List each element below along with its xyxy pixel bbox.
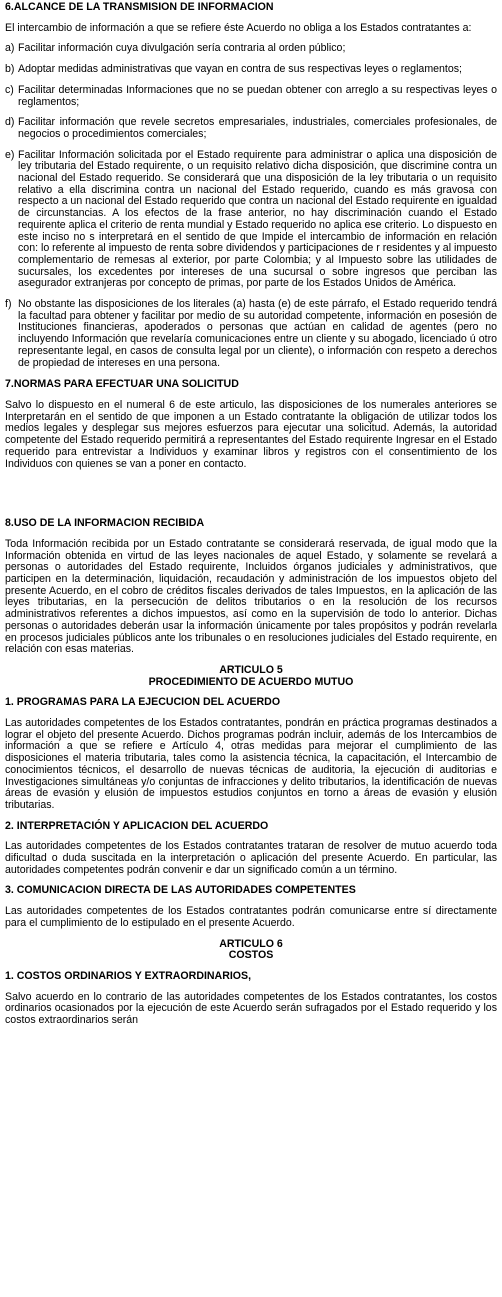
article-5-section-3-body: Las autoridades competentes de los Estados contratantes podrán comunicarse entre sí directamente para el cumplimiento de lo estipulado en el presente Acuerdo. <box>5 905 497 929</box>
list-item-label: f) <box>5 298 12 311</box>
list-item-text: Facilitar Información solicitada por el Estado requirente para administrar o aplica una disposición de ley tributaria del Estado requirente, o un requisito relativo dicha disposición, que discrimine contra un nacional del Estado requerido. Se considerará que una disposición de la ley tributaria o un requisito relativo a ella discrimina contra un nacional del Estado requerido, cuando es más gravosa con respecto a un nacional del Estado requerido que contra un nacional del Estado requirente en igualdad de circunstancias. A los efectos de la frase anterior, no hay discriminación cuando el Estado requirente aplica el criterio de renta mundial y Estado requerido no aplica ese criterio. Lo dispuesto en este inciso no s interpretará en el sentido de que Impide el intercambio de información en relación con: lo referente al impuesto de renta sobre dividendos y participaciones de r residentes y al impuesto complementario de remesas al exterior, por parte Colombia; y al Impuesto sobre las utilidades de sucursales, los excedentes por intereses de una sucursal o sobre ingresos que perciban las asegurador extranjeras por concepto de primas, por parte de los Estados Unidos de América. <box>18 148 497 290</box>
section-7-heading: 7.NORMAS PARA EFECTUAR UNA SOLICITUD <box>5 378 239 391</box>
list-item-label: a) <box>5 42 15 55</box>
list-item-text: Adoptar medidas administrativas que vayan en contra de sus respectivas leyes o reglamentos; <box>18 63 462 76</box>
article-5-section-2-heading: 2. INTERPRETACIÓN Y APLICACION DEL ACUERDO <box>5 819 269 832</box>
article-5-section-1-body: Las autoridades competentes de los Estados contratantes, pondrán en práctica programas destinados a lograr el objeto del presente Acuerdo. Dichos programas podrán incluir, además de los Intercambios de información a que se refiere e Artículo 4, otras medidas para mejorar el cumplimiento de las disposiciones el materia tributaria, tales como la asistencia técnica, la capacitación, el Intercambio de conocimientos técnicos, el desarrollo de nuevas técnicas de auditoria, la ejecución di auditorias e Investigaciones simultáneas y/o conjuntas de infracciones y delito tributarios, la identificación de nuevas áreas de evasión y elusión de impuestos estudios conjuntos en torno a áreas de evasión y elusión tributarias. <box>5 717 497 811</box>
article-6-title: ARTICULO 6 <box>219 937 283 950</box>
list-item-text: Facilitar determinadas Informaciones que no se puedan obtener con arreglo a su respectivas leyes o reglamentos; <box>18 83 497 108</box>
list-item-b <box>5 64 497 76</box>
list-item-text: No obstante las disposiciones de los literales (a) hasta (e) de este párrafo, el Estado requerido tendrá la facultad para obtener y facilitar por medio de su autoridad competente, información en posesión de Instituciones financieras, apoderados o personas que actúan en calidad de agentes (pero no incluyendo Información que revelaría comunicaciones entre un cliente y su abogado, licenciado ú otro representante legal, en casos de consulta legal por un cliente), o información con respeto a derechos de propiedad de intereses en una persona. <box>18 298 497 369</box>
list-item-a <box>5 43 497 55</box>
list-item-text: Facilitar información que revele secretos empresariales, industriales, comerciales profesionales, de negocios o procedimientos comerciales; <box>18 116 497 140</box>
article-6-section-1-body: Salvo acuerdo en lo contrario de las autoridades competentes de los Estados contratantes, los costos ordinarios ocasionados por la ejecución de este Acuerdo serán sufragados por el Estado requerido y los costos extraordinarios serán <box>5 990 497 1027</box>
section-7-body: Salvo lo dispuesto en el numeral 6 de este articulo, las disposiciones de los numerales anteriores se Interpretarán en el sentido de que imponen a un Estado contratante la obligación de utilizar todos los medios legales y desplegar sus mejores esfuerzos para ejecutar una solicitud. Además, la autoridad competente del Estado requerido permitirá a representantes del Estado requirente Ingresar en el Estado requerido para entrevistar a Individuos y examinar libros y registros con el consentimiento de los Individuos con quienes se van a poner en contacto. <box>5 398 497 470</box>
article-5-section-1-heading: 1. PROGRAMAS PARA LA EJECUCION DEL ACUERDO <box>5 696 281 709</box>
list-item-label: b) <box>5 63 15 76</box>
article-6-subtitle: COSTOS <box>228 949 274 962</box>
section-6-intro: El intercambio de información a que se refiere éste Acuerdo no obliga a los Estados contratantes a: <box>5 21 472 34</box>
list-item-c <box>5 85 497 108</box>
article-5-subtitle: PROCEDIMIENTO DE ACUERDO MUTUO <box>148 675 354 688</box>
list-item-label: d) <box>5 116 15 129</box>
list-item-f <box>5 299 497 369</box>
article-5-section-3-heading: 3. COMUNICACION DIRECTA DE LAS AUTORIDADES COMPETENTES <box>5 884 356 897</box>
article-6-section-1-heading: 1. COSTOS ORDINARIOS Y EXTRAORDINARIOS, <box>5 970 252 982</box>
section-6-heading: 6.ALCANCE DE LA TRANSMISION DE INFORMACION <box>5 1 274 13</box>
article-5-title: ARTICULO 5 <box>219 663 283 676</box>
section-8-heading: 8.USO DE LA INFORMACION RECIBIDA <box>5 517 205 530</box>
list-item-label: e) <box>5 148 15 161</box>
list-item-text: Facilitar información cuya divulgación sería contraria al orden público; <box>18 42 346 55</box>
list-item-label: c) <box>5 83 14 96</box>
section-8-body: Toda Información recibida por un Estado contratante se considerará reservada, de igual modo que la Información obtenida en virtud de las leyes nacionales de aquel Estado, y solamente se revelará a personas o autoridades del Estado requirente, Incluidos órganos judiciales y administrativos, que participen en la determinación, liquidación, recaudación y administración de los impuestos objeto del presente Acuerdo, en el cobro de créditos fiscales derivados de tales Impuestos, en la aplicación de las leyes tributarias, en la persecución de delitos tributarios o en la resolución de los recursos administrativos referentes a dichos impuestos, así como en la supervisión de todo lo anterior. Dichas personas o autoridades deberán usar la información únicamente por tales propósitos y podrán revelarla en procesos judiciales públicos ante los tribunales o en resoluciones judiciales del Estado requirente, en relación con esas materias. <box>5 537 497 656</box>
article-5-section-2-body: Las autoridades competentes de los Estados contratantes trataran de resolver de mutuo acuerdo toda dificultad o duda suscitada en la interpretación o aplicación del presente Acuerdo. En particular, las autoridades competentes podrán convenir e dar un significado común a un término. <box>5 840 497 876</box>
list-item-e <box>5 150 497 290</box>
document-page <box>5 2 497 1027</box>
list-item-d <box>5 117 497 140</box>
